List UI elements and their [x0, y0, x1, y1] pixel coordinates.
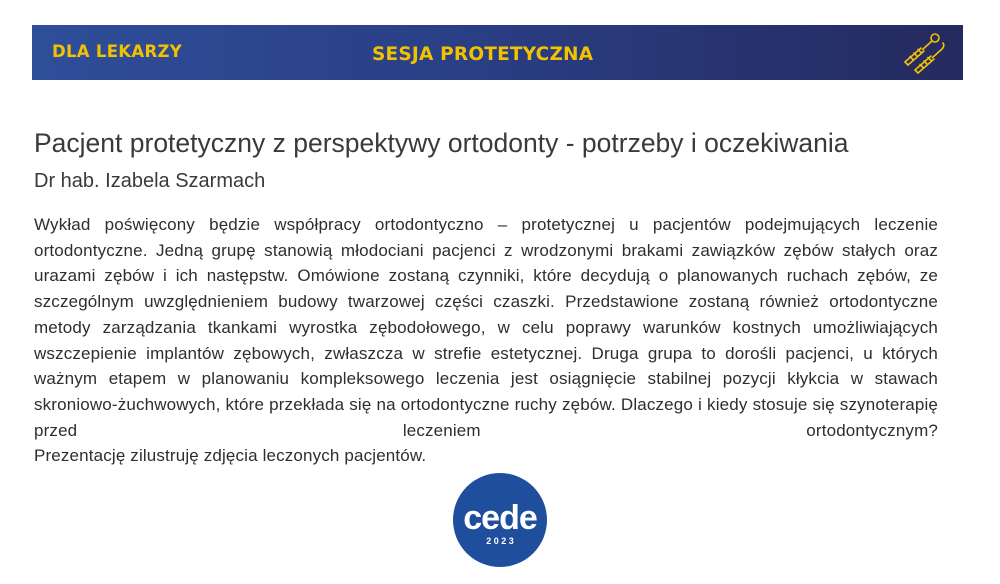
- header-banner: [32, 25, 963, 80]
- logo-word: cede: [463, 499, 537, 537]
- session-title: SESJA PROTETYCZNA: [372, 44, 594, 65]
- dental-instruments-icon: [901, 29, 949, 75]
- audience-label: DLA LEKARZY: [52, 42, 182, 61]
- logo-year: 2 0 2 3: [486, 536, 514, 546]
- description-paragraph: Wykład poświęcony będzie współpracy ortodontyczno – protetycznej u pacjentów podejmujących leczenie ortodontyczne. Jedną grupę stanowią młodociani pacjenci z wrodzonymi brakami zawiązków zębów stałych oraz urazami zębów i ich następstw. Omówione zostaną czynniki, które decydują o planowanych ruchach zębów, ze szczególnym uwzględnieniem budowy twarzowej części czaszki. Przedstawione zostaną również ortodontyczne metody zarządzania tkankami wyrostka zębodołowego, w celu poprawy warunków kostnych umożliwiających wszczepienie implantów zębowych, zwłaszcza w strefie estetycznej. Druga grupa to dorośli pacjenci, u których ważnym etapem w planowaniu kompleksowego leczenia jest osiągnięcie stabilnej pozycji kłykcia w stawach skroniowo-żuchwowych, które przekłada się na ortodontyczne ruchy zębów. Dlaczego i kiedy stosuje się szynoterapię przed leczeniem ortodontycznym?: [34, 215, 938, 440]
- lecture-description: [34, 212, 938, 469]
- cede-2023-logo: [452, 472, 548, 568]
- lecture-title: Pacjent protetyczny z perspektywy ortodonty - potrzeby i oczekiwania: [34, 128, 849, 158]
- description-last-line: Prezentację zilustruję zdjęcia leczonych pacjentów.: [34, 446, 427, 466]
- lecture-author: Dr hab. Izabela Szarmach: [34, 170, 266, 192]
